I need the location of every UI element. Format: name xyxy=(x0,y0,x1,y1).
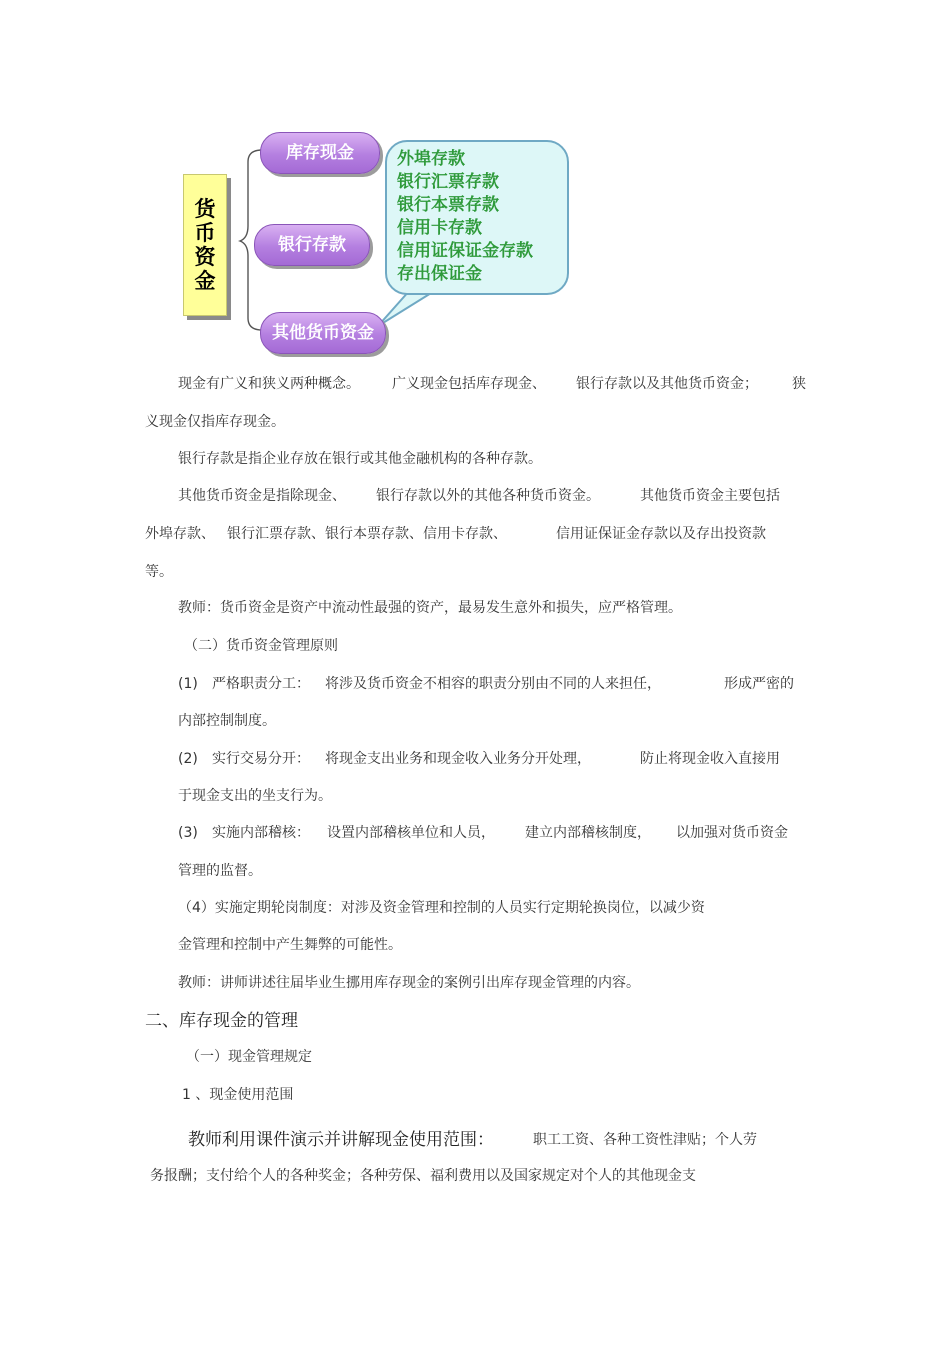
detail-item: 外埠存款 xyxy=(397,149,465,169)
node-label: 银行存款 xyxy=(278,235,346,255)
para-other-funds: 银行存款以外的其他各种货币资金。 xyxy=(376,488,600,504)
principle-text: 将涉及货币资金不相容的职责分别由不同的人来担任， xyxy=(325,676,661,692)
principle-text: 将现金支出业务和现金收入业务分开处理， xyxy=(325,751,591,767)
principle-text: （4）实施定期轮岗制度：对涉及资金管理和控制的人员实行定期轮换岗位，以减少资 xyxy=(178,900,705,916)
para-other-funds: 信用证保证金存款以及存出投资款 xyxy=(556,526,766,542)
para-other-funds: 等。 xyxy=(145,564,173,580)
para-cash-concept: 广义现金包括库存现金、 xyxy=(392,376,546,392)
section-heading: 二、库存现金的管理 xyxy=(145,1011,298,1031)
detail-item: 银行本票存款 xyxy=(397,195,499,215)
principle-number: (3) xyxy=(178,825,198,841)
para-other-funds: 银行汇票存款、银行本票存款、信用卡存款、 xyxy=(227,526,507,542)
para-cash-usage: 教师利用课件演示并讲解现金使用范围： xyxy=(188,1130,494,1150)
para-cash-usage: 务报酬；支付给个人的各种奖金；各种劳保、福利费用以及国家规定对个人的其他现金支 xyxy=(150,1168,696,1184)
principle-text: 形成严密的 xyxy=(724,676,794,692)
para-other-funds: 其他货币资金主要包括 xyxy=(640,488,780,504)
para-cash-concept: 义现金仅指库存现金。 xyxy=(145,414,285,430)
principle-title: 严格职责分工： xyxy=(212,676,310,692)
principle-text: 内部控制制度。 xyxy=(178,713,276,729)
para-cash-concept: 银行存款以及其他货币资金； xyxy=(576,376,758,392)
principle-text: 以加强对货币资金 xyxy=(676,825,788,841)
principle-text: 管理的监督。 xyxy=(178,863,262,879)
monetary-funds-diagram xyxy=(0,0,950,370)
detail-item: 信用证保证金存款 xyxy=(397,241,533,261)
node-label: 库存现金 xyxy=(286,143,354,163)
node-bank-deposit xyxy=(254,224,370,266)
principle-title: 实施内部稽核： xyxy=(212,825,310,841)
principle-text: 建立内部稽核制度， xyxy=(525,825,651,841)
detail-item: 存出保证金 xyxy=(397,264,482,284)
detail-bubble xyxy=(385,140,569,295)
principle-text: 金管理和控制中产生舞弊的可能性。 xyxy=(178,937,402,953)
subsection-heading: （一）现金管理规定 xyxy=(186,1049,312,1065)
principle-text: 于现金支出的坐支行为。 xyxy=(178,788,332,804)
root-node-label: 货 币 资 金 xyxy=(194,197,216,293)
node-label: 其他货币资金 xyxy=(272,323,374,343)
para-other-funds: 其他货币资金是指除现金、 xyxy=(178,488,346,504)
para-other-funds: 外埠存款、 xyxy=(145,526,215,542)
para-bank-deposit: 银行存款是指企业存放在银行或其他金融机构的各种存款。 xyxy=(178,451,542,467)
teacher-note: 教师：货币资金是资产中流动性最强的资产，最易发生意外和损失，应严格管理。 xyxy=(178,600,682,616)
detail-item: 银行汇票存款 xyxy=(397,172,499,192)
principle-text: 防止将现金收入直接用 xyxy=(640,751,780,767)
subsection-heading: （二）货币资金管理原则 xyxy=(184,638,338,654)
principle-text: 设置内部稽核单位和人员， xyxy=(327,825,495,841)
principle-title: 实行交易分开： xyxy=(212,751,310,767)
para-cash-concept: 狭 xyxy=(792,376,806,392)
para-cash-concept: 现金有广义和狭义两种概念。 xyxy=(178,376,360,392)
teacher-note: 教师：讲师讲述往届毕业生挪用库存现金的案例引出库存现金管理的内容。 xyxy=(178,975,640,991)
detail-item: 信用卡存款 xyxy=(397,218,482,238)
node-cash-on-hand xyxy=(260,132,380,174)
detail-list xyxy=(397,148,533,286)
subsection-heading: 1 、现金使用范围 xyxy=(182,1087,294,1103)
para-cash-usage: 职工工资、各种工资性津贴；个人劳 xyxy=(533,1132,757,1148)
principle-number: (2) xyxy=(178,751,198,767)
principle-number: (1) xyxy=(178,676,198,692)
bubble-tail xyxy=(378,290,436,326)
root-node xyxy=(183,174,227,316)
node-other-monetary-funds xyxy=(260,312,386,354)
